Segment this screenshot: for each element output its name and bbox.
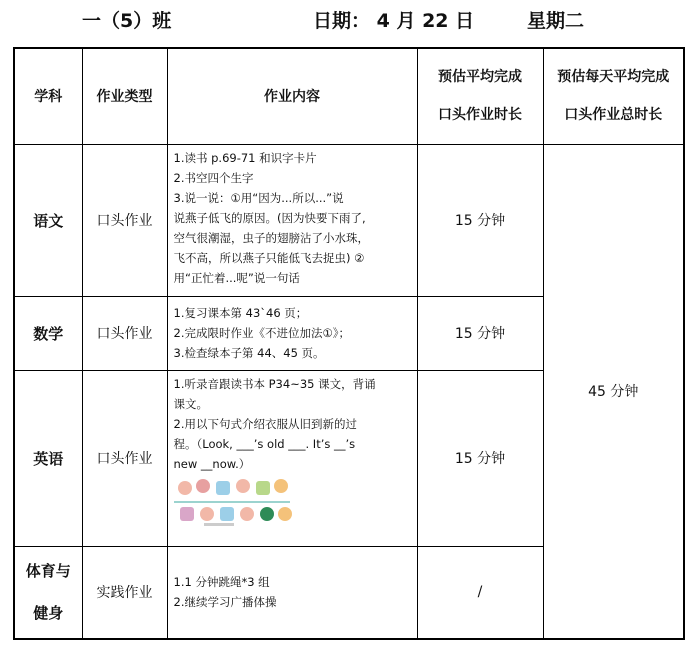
duration-chinese: 15 分钟: [417, 144, 543, 296]
type-pe: 实践作业: [82, 546, 167, 639]
content-chinese: [167, 144, 417, 296]
content-line: 2.继续学习广播体操: [173, 595, 277, 610]
kid-face-icon: [274, 479, 288, 493]
content-line: 3.检查绿本子第 44、45 页。: [173, 346, 325, 360]
content-line: 程。（Look, ___’s old ___. It’s __’s: [173, 436, 356, 451]
type-chinese: 口头作业: [82, 144, 167, 296]
subject-chinese: 语文: [14, 144, 82, 296]
table-row: [14, 144, 684, 296]
header-avg-time: [417, 48, 543, 144]
header-daily-total-line1: 预估每天平均完成: [557, 69, 670, 86]
content-english: [167, 370, 417, 546]
kid-face-icon: [278, 507, 292, 521]
homework-table: [13, 47, 685, 640]
content-line: 1.1 分钟跳绳*3 组: [173, 575, 270, 590]
content-line: new __now.）: [173, 456, 251, 471]
content-line: 说燕子低飞的原因。(因为快要下雨了,: [173, 210, 366, 225]
content-line: 用“正忙着...呢”说一句话: [173, 270, 300, 285]
content-math: [167, 296, 417, 370]
content-line: 1.复习课本第 43`46 页；: [173, 306, 308, 320]
content-line: 2.完成限时作业《不进位加法①》；: [173, 326, 351, 340]
shirt-icon: [216, 481, 230, 495]
content-line: 2.用以下句式介绍衣服从旧到新的过: [173, 416, 357, 431]
bottle-icon: [220, 507, 234, 521]
content-line: 课文。: [173, 396, 208, 411]
weekday: 星期二: [527, 10, 585, 32]
header-subject: 学科: [14, 48, 82, 144]
subject-pe-line2: 健身: [33, 604, 64, 623]
kid-face-icon: [178, 481, 192, 495]
content-line: 飞不高，所以燕子只能低飞去捉虫) ②: [173, 250, 365, 265]
kid-face-icon: [236, 479, 250, 493]
header-type: 作业类型: [82, 48, 167, 144]
header-avg-time-line1: 预估平均完成: [438, 69, 522, 86]
subject-pe-line1: 体育与: [25, 562, 71, 581]
duration-math: 15 分钟: [417, 296, 543, 370]
shelf-divider: [174, 501, 290, 503]
content-line: 1.读书 p.69-71 和识字卡片: [173, 150, 317, 165]
content-pe: [167, 546, 417, 639]
subject-english: 英语: [14, 370, 82, 546]
kid-face-icon: [240, 507, 254, 521]
subject-math: 数学: [14, 296, 82, 370]
duration-pe: /: [417, 546, 543, 639]
clothes-sticker-image: [174, 477, 292, 529]
type-english: 口头作业: [82, 370, 167, 546]
content-line: 2.书空四个生字: [173, 170, 254, 185]
subject-pe: [14, 546, 82, 639]
content-line: 1.听录音跟读书本 P34~35 课文，背诵: [173, 376, 376, 391]
date: 日期： 4 月 22 日: [313, 10, 475, 32]
page-header: [0, 6, 699, 32]
ball-icon: [260, 507, 274, 521]
duration-english: 15 分钟: [417, 370, 543, 546]
type-math: 口头作业: [82, 296, 167, 370]
kid-face-icon: [196, 479, 210, 493]
header-daily-total: [543, 48, 684, 144]
header-content: 作业内容: [167, 48, 417, 144]
header-row: [14, 48, 684, 144]
kid-face-icon: [200, 507, 214, 521]
content-line: 空气很潮湿，虫子的翅膀沾了小水珠，: [173, 230, 369, 245]
content-line: 3.说一说：①用“因为...所以...”说: [173, 190, 344, 205]
class-name: 一（5）班: [82, 10, 172, 32]
header-avg-time-line2: 口头作业时长: [438, 107, 522, 124]
daily-total: 45 分钟: [543, 144, 684, 639]
header-daily-total-line2: 口头作业总时长: [564, 107, 663, 124]
bag-icon: [180, 507, 194, 521]
sticker-caption: [204, 523, 234, 526]
sock-icon: [256, 481, 270, 495]
